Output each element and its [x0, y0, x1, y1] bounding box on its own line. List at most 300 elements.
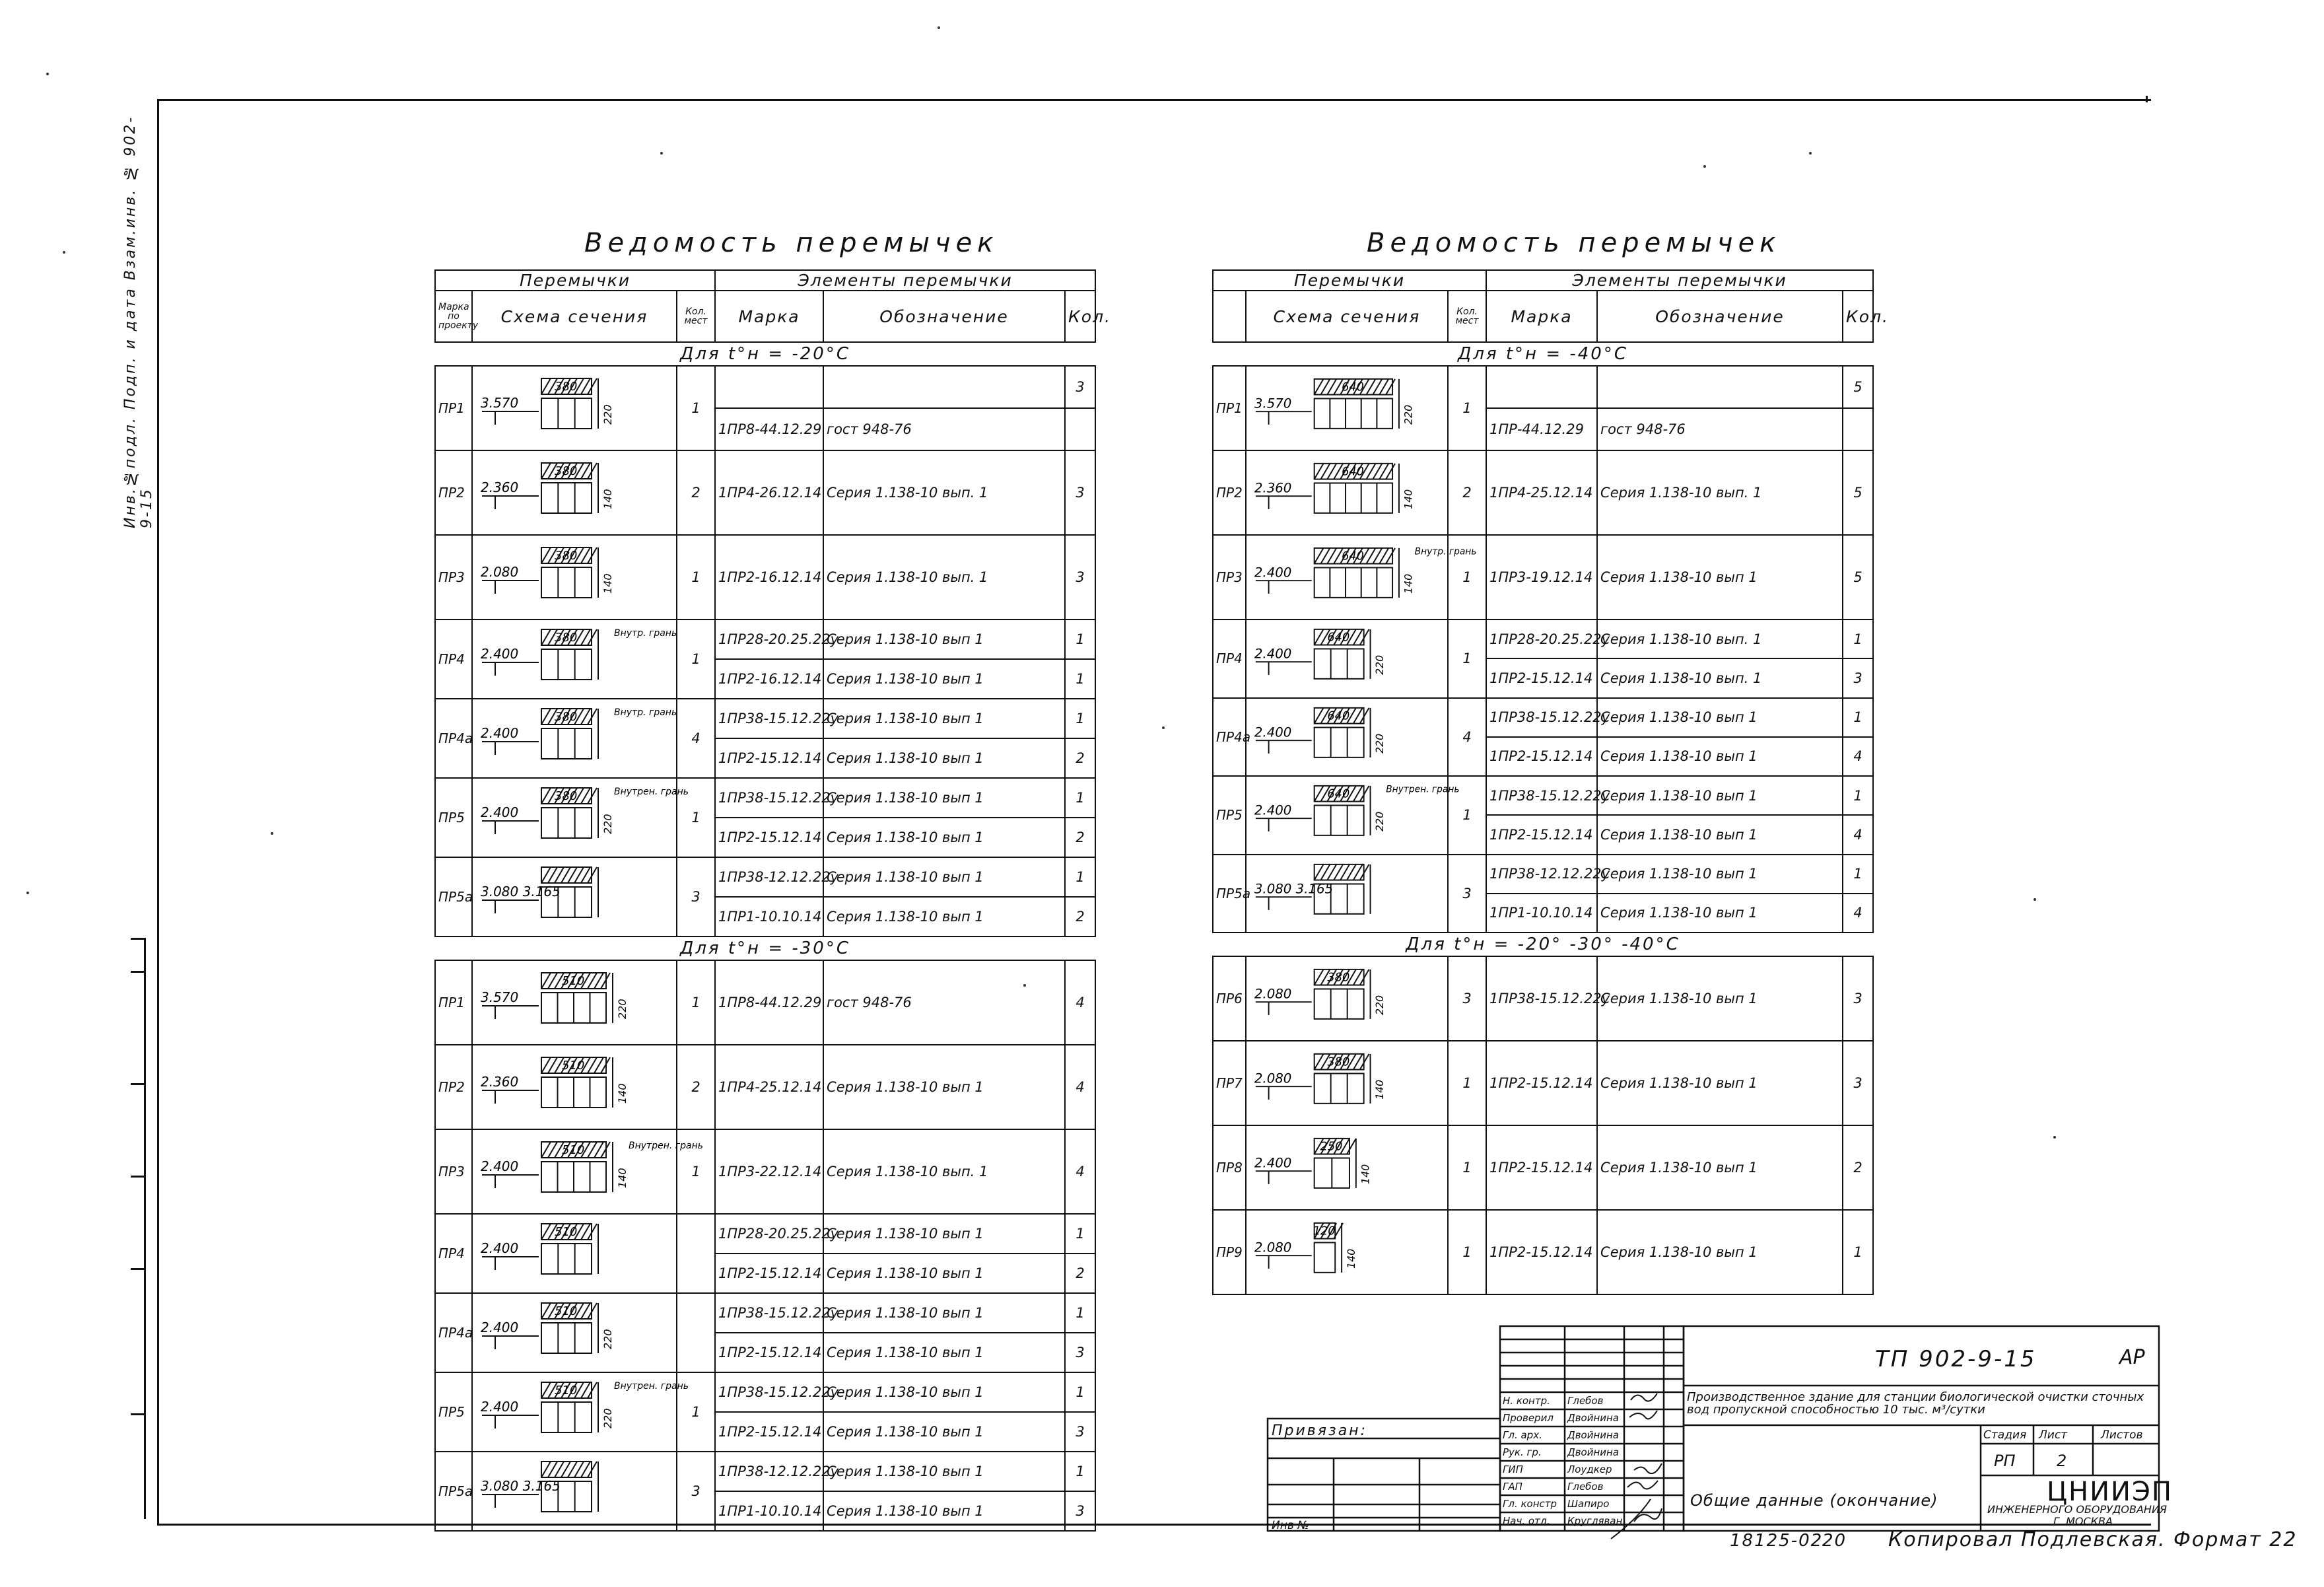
element-designation: Серия 1.138-10 вып 1 [823, 1333, 1065, 1372]
role-label: ГИП [1503, 1464, 1523, 1475]
table-row [435, 699, 1095, 738]
section-sketch [475, 966, 673, 1039]
places-count: 4 [677, 699, 715, 778]
section-sketch [1249, 1047, 1445, 1119]
table-row [435, 1372, 1095, 1412]
element-marka: 1ПР2-16.12.14 [715, 535, 823, 619]
header-row-columns [1213, 291, 1873, 342]
section-sketch [475, 781, 689, 854]
element-designation: Серия 1.138-10 вып 1 [1597, 1041, 1843, 1125]
element-qty [1065, 408, 1095, 450]
height-dim: 140 [616, 1168, 629, 1188]
left-lintel-schedule [434, 269, 1112, 1532]
element-designation: Серия 1.138-10 вып 1 [823, 738, 1065, 778]
element-designation: Серия 1.138-10 вып 1 [823, 778, 1065, 818]
element-qty: 3 [1065, 1333, 1095, 1372]
element-qty: 1 [1065, 699, 1095, 738]
element-designation: гост 948-76 [823, 408, 1065, 450]
section-scheme [1246, 366, 1448, 450]
element-qty: 1 [1065, 778, 1095, 818]
places-count: 1 [677, 1129, 715, 1214]
role-label: Нач. отд. [1503, 1515, 1550, 1527]
sheet-value: 2 [2057, 1452, 2067, 1470]
element-designation: Серия 1.138-10 вып 1 [823, 619, 1065, 659]
element-marka: 1ПР8-44.12.29 [715, 408, 823, 450]
table-row [435, 1293, 1095, 1333]
element-qty: 3 [1065, 450, 1095, 535]
element-qty: 1 [1065, 1214, 1095, 1253]
section-scheme [1246, 1210, 1448, 1294]
level-mark: 2.400 [1254, 1155, 1292, 1171]
level-mark: 2.400 [481, 646, 519, 662]
section-scheme [1246, 535, 1477, 619]
side-stamp: Инв.№подл. Подп. и дата Взам.инв. № 902-9-15 [122, 115, 155, 528]
height-dim: 140 [1402, 489, 1415, 509]
table-row [1213, 535, 1873, 619]
section-sketch [1249, 779, 1460, 851]
height-dim: 220 [601, 814, 614, 834]
element-marka: 1ПР38-15.12.22у [715, 1293, 823, 1333]
section-label: Для t°н = -20° -30° -40°C [1213, 933, 1873, 956]
edge-note: Внутр. грань [1414, 546, 1477, 557]
element-qty: 3 [1843, 956, 1873, 1041]
footer-doc-no: 18125-02 [1730, 1531, 1824, 1551]
sheet-title: Общие данные (окончание) [1690, 1491, 1938, 1510]
section-row [1213, 933, 1873, 956]
section-scheme [472, 450, 677, 535]
lintel-mark: ПР2 [1213, 450, 1246, 535]
element-qty: 1 [1065, 1372, 1095, 1412]
privyazan-label: Привязан: [1272, 1423, 1367, 1439]
edge-note: Внутрен. грань [1386, 784, 1460, 795]
level-mark: 2.080 [1254, 1240, 1292, 1255]
element-designation: Серия 1.138-10 вып 1 [823, 897, 1065, 936]
width-dim: 640 [1342, 465, 1364, 479]
element-qty: 2 [1065, 738, 1095, 778]
places-count: 1 [677, 366, 715, 450]
width-dim: 640 [1327, 709, 1350, 723]
places-count: 1 [1448, 1041, 1486, 1125]
table-row [1213, 1210, 1873, 1294]
places-count: 1 [677, 1372, 715, 1452]
element-designation [1597, 366, 1843, 408]
element-qty: 1 [1843, 619, 1873, 658]
places-count: 3 [1448, 855, 1486, 933]
person-name: Двойнина [1567, 1412, 1620, 1424]
places-count: 1 [1448, 366, 1486, 450]
section-sketch [1249, 457, 1445, 529]
table-row [1213, 366, 1873, 408]
section-label: Для t°н = -30°C [435, 936, 1095, 960]
section-scheme [1246, 450, 1448, 535]
element-qty: 4 [1843, 737, 1873, 776]
element-designation: Серия 1.138-10 вып 1 [823, 659, 1065, 699]
element-marka [715, 366, 823, 408]
section-sketch [475, 541, 673, 614]
section-sketch [475, 702, 677, 775]
height-dim: 220 [1373, 995, 1386, 1015]
lintel-mark: ПР3 [435, 1129, 472, 1214]
element-qty: 3 [1065, 535, 1095, 619]
element-marka: 1ПР2-15.12.14 [1486, 737, 1597, 776]
element-designation: Серия 1.138-10 вып 1 [823, 857, 1065, 897]
places-count: 4 [1448, 698, 1486, 777]
element-qty: 4 [1065, 960, 1095, 1045]
places-count: 1 [1448, 1210, 1486, 1294]
group-elements: Элементы перемычки [1486, 270, 1873, 291]
element-qty: 1 [1065, 857, 1095, 897]
section-sketch [475, 1376, 689, 1448]
section-scheme [1246, 698, 1448, 777]
table-row [435, 1129, 1095, 1214]
element-designation: Серия 1.138-10 вып 1 [1597, 815, 1843, 854]
section-row [1213, 342, 1873, 366]
element-marka: 1ПР4-25.12.14 [715, 1045, 823, 1129]
level-mark: 2.400 [481, 804, 519, 820]
section-sketch [1249, 858, 1445, 930]
col-designation: Обозначение [823, 291, 1065, 342]
element-marka: 1ПР3-19.12.14 [1486, 535, 1597, 619]
element-marka: 1ПР4-26.12.14 [715, 450, 823, 535]
section-sketch [1249, 1217, 1445, 1288]
level-mark: 3.080 3.165 [1254, 880, 1334, 896]
section-scheme [472, 535, 677, 619]
table-row [1213, 776, 1873, 815]
element-designation: Серия 1.138-10 вып 1 [1597, 894, 1843, 933]
doc-code: ТП 902-9-15 [1875, 1346, 2037, 1372]
element-designation: Серия 1.138-10 вып 1 [1597, 737, 1843, 776]
section-sketch [1249, 623, 1445, 695]
lintel-mark: ПР5а [1213, 855, 1246, 933]
edge-note: Внутр. грань [614, 628, 677, 639]
right-lintel-schedule [1212, 269, 1890, 1295]
person-name: Лоудкер [1567, 1464, 1612, 1475]
section-scheme [472, 1045, 677, 1129]
person-name: Глебов [1567, 1395, 1604, 1407]
lintel-mark: ПР3 [1213, 535, 1246, 619]
element-qty: 2 [1065, 818, 1095, 857]
section-sketch [1249, 372, 1445, 444]
places-count: 3 [677, 1452, 715, 1531]
height-dim: 220 [1373, 733, 1386, 754]
section-sketch [1249, 1132, 1445, 1204]
element-qty: 3 [1065, 1491, 1095, 1531]
section-scheme [472, 619, 677, 699]
section-sketch [475, 1051, 673, 1123]
role-label: ГАП [1503, 1481, 1522, 1493]
places-count: 2 [677, 450, 715, 535]
places-count: 1 [677, 535, 715, 619]
table-row [1213, 1125, 1873, 1210]
places-count: 1 [1448, 1125, 1486, 1210]
element-marka: 1ПР1-10.10.14 [715, 897, 823, 936]
lintel-mark: ПР2 [435, 450, 472, 535]
element-designation: Серия 1.138-10 вып. 1 [823, 1129, 1065, 1214]
element-marka: 1ПР38-15.12.22у [715, 699, 823, 738]
edge-note: Внутрен. грань [614, 787, 689, 797]
lintel-mark: ПР2 [435, 1045, 472, 1129]
role-label: Н. контр. [1503, 1395, 1550, 1407]
element-marka: 1ПР2-15.12.14 [715, 738, 823, 778]
element-marka: 1ПР2-16.12.14 [715, 659, 823, 699]
table-row [435, 778, 1095, 818]
width-dim: 510 [562, 1059, 585, 1073]
sheet-label: Лист [2039, 1428, 2068, 1442]
element-marka: 1ПР38-12.12.22у [715, 1452, 823, 1491]
places-count [677, 1214, 715, 1293]
places-count: 2 [677, 1045, 715, 1129]
section-sketch [475, 372, 673, 444]
level-mark: 2.400 [481, 1158, 519, 1174]
project-name: Производственное здание для станции биологической очистки сточных вод пропускной способностью 10 тыс. м³/сутки [1687, 1390, 2144, 1417]
element-marka: 1ПР38-15.12.22у [1486, 776, 1597, 815]
person-name: Двойнина [1567, 1429, 1620, 1441]
section-scheme [472, 1129, 703, 1214]
element-designation: Серия 1.138-10 вып 1 [823, 1253, 1065, 1293]
element-designation: Серия 1.138-10 вып. 1 [823, 535, 1065, 619]
width-dim: 640 [1327, 631, 1350, 645]
element-qty: 1 [1843, 776, 1873, 815]
element-designation: Серия 1.138-10 вып 1 [823, 1452, 1065, 1491]
places-count: 1 [1448, 776, 1486, 855]
person-name: Двойнина [1567, 1446, 1620, 1458]
section-scheme [472, 960, 677, 1045]
element-qty: 1 [1843, 1210, 1873, 1294]
org-city: Г. МОСКВА [2053, 1515, 2113, 1528]
table-row [1213, 450, 1873, 535]
element-qty: 3 [1065, 366, 1095, 408]
width-dim: 380 [555, 464, 578, 478]
element-designation: Серия 1.138-10 вып 1 [1597, 855, 1843, 894]
places-count: 3 [677, 857, 715, 936]
element-qty: 5 [1843, 450, 1873, 535]
places-count: 1 [1448, 619, 1486, 698]
width-dim: 380 [555, 710, 578, 724]
section-sketch [1249, 963, 1445, 1035]
level-mark: 3.080 3.165 [481, 1478, 561, 1494]
section-sketch [1249, 542, 1477, 614]
element-qty: 1 [1065, 1293, 1095, 1333]
section-scheme [472, 699, 677, 778]
places-count: 1 [1448, 535, 1486, 619]
element-marka: 1ПР-44.12.29 [1486, 408, 1597, 450]
height-dim: 220 [1402, 404, 1415, 425]
edge-note: Внутрен. грань [629, 1141, 703, 1151]
element-marka: 1ПР1-10.10.14 [1486, 894, 1597, 933]
element-qty: 4 [1843, 894, 1873, 933]
element-qty: 2 [1065, 1253, 1095, 1293]
element-designation: Серия 1.138-10 вып. 1 [1597, 450, 1843, 535]
left-table-title: Ведомость перемычек [584, 228, 999, 258]
table-row [1213, 855, 1873, 894]
section-scheme [1246, 956, 1448, 1041]
element-marka: 1ПР2-15.12.14 [715, 1253, 823, 1293]
edge-note: Внутр. грань [614, 707, 677, 718]
element-marka: 1ПР38-15.12.22у [715, 778, 823, 818]
sheet-code: АР [2119, 1346, 2145, 1369]
height-dim: 140 [1402, 573, 1415, 594]
element-qty: 5 [1843, 366, 1873, 408]
lintel-mark: ПР4а [435, 699, 472, 778]
element-designation: гост 948-76 [1597, 408, 1843, 450]
lintel-mark: ПР1 [435, 366, 472, 450]
element-marka: 1ПР2-15.12.14 [715, 818, 823, 857]
element-qty [1843, 408, 1873, 450]
section-label: Для t°н = -40°C [1213, 342, 1873, 366]
width-dim: 380 [555, 549, 578, 563]
role-label: Гл. констр [1503, 1498, 1557, 1510]
lintel-mark: ПР5 [1213, 776, 1246, 855]
role-label: Рук. гр. [1503, 1446, 1542, 1458]
lintel-mark: ПР5а [435, 1452, 472, 1531]
col-scheme: Схема сечения [472, 291, 677, 342]
level-mark: 3.570 [481, 989, 519, 1005]
right-table-title: Ведомость перемычек [1367, 228, 1781, 258]
width-dim: 120 [1313, 1224, 1336, 1238]
table-row [435, 1045, 1095, 1129]
frame-tick [2146, 96, 2148, 102]
col-mark [1213, 291, 1246, 342]
element-marka: 1ПР38-12.12.22у [715, 857, 823, 897]
lintel-mark: ПР7 [1213, 1041, 1246, 1125]
section-scheme [472, 1293, 677, 1372]
places-count: 2 [1448, 450, 1486, 535]
table-row [1213, 698, 1873, 737]
element-marka: 1ПР38-15.12.22у [715, 1372, 823, 1412]
height-dim: 220 [601, 1408, 614, 1428]
role-label: Проверил [1503, 1412, 1554, 1424]
level-mark: 2.400 [1254, 646, 1292, 662]
section-row [435, 342, 1095, 366]
person-name: Шапиро [1567, 1498, 1610, 1510]
lintel-mark: ПР4а [435, 1293, 472, 1372]
width-dim: 640 [1327, 787, 1350, 801]
element-marka: 1ПР2-15.12.14 [1486, 658, 1597, 697]
section-scheme [472, 778, 689, 857]
element-designation: Серия 1.138-10 вып 1 [823, 699, 1065, 738]
lintel-mark: ПР4 [1213, 619, 1246, 698]
footer-copyist: Копировал Подлевская. Формат 22 [1888, 1528, 2298, 1551]
group-lintels: Перемычки [435, 270, 715, 291]
level-mark: 3.080 3.165 [481, 884, 561, 899]
element-qty: 3 [1843, 1041, 1873, 1125]
element-qty: 1 [1065, 1452, 1095, 1491]
level-mark: 2.080 [481, 564, 519, 580]
table-row [435, 619, 1095, 659]
col-designation: Обозначение [1597, 291, 1843, 342]
level-mark: 2.400 [1254, 565, 1292, 581]
section-scheme [1246, 619, 1448, 698]
col-places: Кол. мест [1448, 291, 1486, 342]
element-marka: 1ПР8-44.12.29 [715, 960, 823, 1045]
lintel-mark: ПР4 [435, 1214, 472, 1293]
element-marka: 1ПР38-15.12.22у [1486, 956, 1597, 1041]
level-mark: 2.360 [1254, 480, 1292, 496]
element-qty: 1 [1843, 698, 1873, 737]
element-qty: 1 [1065, 619, 1095, 659]
element-marka: 1ПР38-15.12.22у [1486, 698, 1597, 737]
element-designation: Серия 1.138-10 вып 1 [823, 818, 1065, 857]
lintel-mark: ПР5 [435, 778, 472, 857]
element-marka: 1ПР38-12.12.22у [1486, 855, 1597, 894]
element-designation: Серия 1.138-10 вып 1 [823, 1372, 1065, 1412]
width-dim: 380 [555, 789, 578, 803]
element-qty: 2 [1065, 897, 1095, 936]
level-mark: 2.080 [1254, 986, 1292, 1002]
section-sketch [475, 456, 673, 529]
section-scheme [472, 1452, 677, 1531]
element-qty: 1 [1065, 659, 1095, 699]
element-qty: 2 [1843, 1125, 1873, 1210]
height-dim: 140 [1359, 1164, 1372, 1184]
header-row-columns [435, 291, 1095, 342]
element-marka: 1ПР1-10.10.14 [715, 1491, 823, 1531]
section-sketch [475, 1455, 673, 1528]
level-mark: 2.400 [481, 725, 519, 741]
level-mark: 2.400 [1254, 802, 1292, 818]
width-dim: 510 [562, 1143, 585, 1157]
element-designation: Серия 1.138-10 вып 1 [823, 1293, 1065, 1333]
section-sketch [475, 1135, 703, 1208]
level-mark: 3.570 [1254, 396, 1292, 411]
org-name: ЦНИИЭП [2047, 1477, 2173, 1507]
table-row [435, 960, 1095, 1045]
table-row [435, 366, 1095, 408]
width-dim: 510 [555, 1225, 578, 1239]
edge-note: Внутрен. грань [614, 1381, 689, 1392]
lintel-mark: ПР1 [435, 960, 472, 1045]
element-designation: Серия 1.138-10 вып. 1 [823, 450, 1065, 535]
element-marka: 1ПР28-20.25.22у [1486, 619, 1597, 658]
element-designation: Серия 1.138-10 вып 1 [1597, 956, 1843, 1041]
header-row-groups [435, 270, 1095, 291]
width-dim: 640 [1342, 380, 1364, 394]
width-dim: 640 [1342, 549, 1364, 563]
table-row [1213, 956, 1873, 1041]
element-marka: 1ПР28-20.25.22у [715, 619, 823, 659]
col-mark: Марка по проекту [435, 291, 472, 342]
section-sketch [1249, 701, 1445, 773]
element-qty: 4 [1843, 815, 1873, 854]
section-sketch [475, 623, 677, 695]
element-designation: гост 948-76 [823, 960, 1065, 1045]
lintel-mark: ПР3 [435, 535, 472, 619]
level-mark: 2.360 [481, 1074, 519, 1090]
element-designation: Серия 1.138-10 вып 1 [1597, 776, 1843, 815]
col-marka: Марка [1486, 291, 1597, 342]
title-block [1268, 1326, 2173, 1532]
col-qty: Кол. [1843, 291, 1873, 342]
col-scheme: Схема сечения [1246, 291, 1448, 342]
places-count: 3 [1448, 956, 1486, 1041]
table-row [435, 535, 1095, 619]
places-count: 1 [677, 619, 715, 699]
element-qty: 3 [1065, 1412, 1095, 1452]
level-mark: 2.400 [481, 1320, 519, 1335]
lintel-mark: ПР8 [1213, 1125, 1246, 1210]
height-dim: 140 [616, 1083, 629, 1104]
element-designation: Серия 1.138-10 вып 1 [1597, 698, 1843, 737]
width-dim: 510 [555, 1304, 578, 1318]
element-qty: 4 [1065, 1045, 1095, 1129]
person-name: Глебов [1567, 1481, 1604, 1493]
element-designation: Серия 1.138-10 вып 1 [823, 1412, 1065, 1452]
sheets-label: Листов [2101, 1428, 2143, 1442]
lintel-mark: ПР9 [1213, 1210, 1246, 1294]
places-count: 1 [677, 960, 715, 1045]
element-marka: 1ПР28-20.25.22у [715, 1214, 823, 1253]
element-marka: 1ПР2-15.12.14 [1486, 815, 1597, 854]
